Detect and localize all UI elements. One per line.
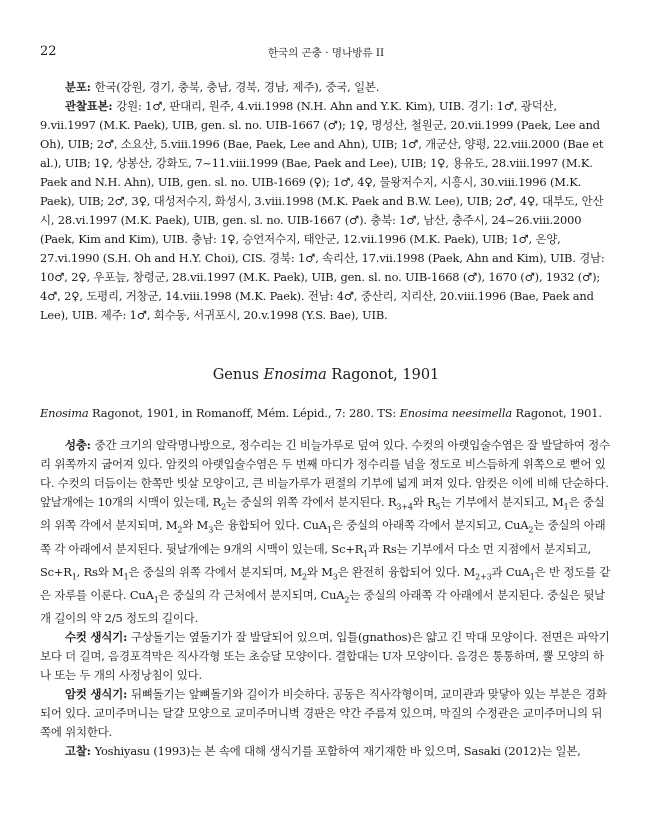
remarks-text: Yoshiyasu (1993)는 본 속에 대해 생식기를 포함하여 재기재한 바 있으며, Sasaki (2012)는 일본, [94, 744, 581, 758]
distribution-paragraph: 분포: 한국(강원, 경기, 충북, 충남, 경북, 경남, 제주), 중국, 일본. [65, 80, 380, 94]
adult-paragraph: 성충: 중간 크기의 알락명나방으로, 정수리는 긴 비늘가루로 덮여 있다. 수컷의 아랫입술수염은 잘 발달하여 정수리 위쪽까지 굽어져 있다. 암컷의 아랫입술수염은 두 번째 마디가 정수리를 넘을 정도로 비스듬하게 위쪽으로 뻗어 있다. 수컷의 더듬이는 한쪽만 빗살 모양이고, 큰 비늘가루가 편절의 기부에 넓게 퍼져 있다. 암컷은 이에 비해 단순하다. 앞날개에는 10개의 시맥이 있는데, $R_2$는 중실의 위쪽 각에서 분지된다. $R_{3+4}$와 $R_5$는 기부에서 분지되고, $M_1$은 중실의 위쪽 각에서 분지되며, $M_2$와 $M_3$은 융합되어 있다. CuA$_1$은 중실의 아래쪽 각에서 분지되고, CuA$_2$는 중실의 아래쪽 각 아래에서 분지된다. 뒷날개에는 9개의 시맥이 있는데, $Sc+R_1$과 Rs는 기부에서 다소 먼 지점에서 분지되고, $Sc+R_1$, Rs와 $M_1$은 중실의 위쪽 각에서 분지되며, $M_2$와 $M_3$은 완전히 융합되어 있다. $M_{2+3}$과 CuA$_1$은 반 정도를 같은 자루를 이룬다. CuA$_1$은 중실의 각 근처에서 분지되며, CuA$_2$는 중실의 아래쪽 각 아래에서 분지된다. 중실은 뒷날개 길이의 약 2/5 정도의 길이다. [40, 438, 611, 626]
genus-name: Enosima [263, 367, 327, 383]
female-genitalia-text: 뒤뼈돌기는 앞뼈돌기와 길이가 비슷하다. 공동은 직사각형이며, 교미관과 맞닿아 있는 부분은 경화되어 있다. 교미주머니는 달걀 모양으로 교미주머니벽 경판은 약간 주름져 있으며, 막질의 수정관은 교미주머니의 뒤쪽에 위치한다. [40, 687, 607, 740]
material-label: 관찰표본 [65, 99, 109, 113]
distribution-label: 분포 [65, 80, 87, 94]
male-genitalia-label: 수컷 생식기 [65, 630, 124, 645]
distribution-text: 한국(강원, 경기, 충북, 충남, 경북, 경남, 제주), 중국, 일본. [94, 80, 380, 94]
page-number: 22 [40, 44, 57, 59]
genus-author: Ragonot, 1901 [326, 367, 440, 383]
male-genitalia-paragraph: 수컷 생식기: 구상돌기는 옆돌기가 잘 발달되어 있으며, 입틀(gnathos)은 얇고 긴 막대 모양이다. 전면은 파악기보다 더 길며, 음경포격막은 직사각형 또는 초승달 모양이다. 결합대는 U자 모양이다. 음경은 통통하며, 뿔 모양의 하나 또는 두 개의 사정낭침이 있다. [40, 630, 610, 683]
type-species-author: Ragonot, 1901. [512, 406, 602, 420]
synonymy-line [40, 404, 612, 422]
description-section [40, 436, 612, 742]
type-species-name: Enosima neesimella [399, 406, 513, 420]
running-title: 한국의 곤충 · 명나방류 II [267, 47, 385, 59]
male-genitalia-text: 구상돌기는 옆돌기가 잘 발달되어 있으며, 입틀(gnathos)은 얇고 긴 막대 모양이다. 전면은 파악기보다 더 길며, 음경포격막은 직사각형 또는 초승달 모양이다. 결합대는 U자 모양이다. 음경은 통통하며, 뿔 모양의 하나 또는 두 개의 사정낭침이 있다. [40, 630, 610, 683]
synonymy-name: Enosima [40, 406, 89, 420]
remarks-label: 고찰 [65, 744, 87, 758]
remarks-paragraph: 고찰: Yoshiyasu (1993)는 본 속에 대해 생식기를 포함하여 재기재한 바 있으며, Sasaki (2012)는 일본, [65, 744, 581, 758]
genus-heading [40, 366, 612, 384]
genus-prefix: Genus [212, 367, 264, 383]
adult-label: 성충 [65, 438, 87, 452]
synonymy-reference: Ragonot, 1901, in Romanoff, Mém. Lépid., 7: 280. TS: [88, 406, 400, 420]
female-genitalia-paragraph: 암컷 생식기: 뒤뼈돌기는 앞뼈돌기와 길이가 비슷하다. 공동은 직사각형이며, 교미관과 맞닿아 있는 부분은 경화되어 있다. 교미주머니는 달걀 모양으로 교미주머니벽 경판은 약간 주름져 있으며, 막질의 수정관은 교미주머니의 뒤쪽에 위치한다. [40, 687, 607, 740]
material-paragraph: 관찰표본: 강원: 1♂, 판대리, 원주, 4.vii.1998 (N.H. Ahn and Y.K. Kim), UIB. 경기: 1♂, 광덕산, 9.vii.1997 (M.K. Paek), UIB, gen. sl. no. UIB-1667 (♂); 1♀, 명성산, 철원군, 20.vii.1999 (Paek, Lee and Oh), UIB; 2♂, 소요산, 5.viii.1996 (Bae, Paek, Lee and Ahn), UIB; 1♂, 개군산, 양평, 22.viii.2000 (Bae et al.), UIB; 1♀, 상봉산, 강화도, 7~11.viii.1999 (Bae, Paek and Lee), UIB; 1♀, 용유도, 28.viii.1997 (M.K. Paek and N.H. Ahn), UIB, gen. sl. no. UIB-1669 (♀); 1♂, 4♀, 물왕저수지, 시흥시, 30.viii.1996 (M.K. Paek), UIB; 2♂, 3♀, 대성저수지, 화성시, 3.viii.1998 (M.K. Paek and B.W. Lee), UIB; 2♂, 4♀, 대부도, 안산시, 28.vi.1997 (M.K. Paek), UIB, gen. sl. no. UIB-1667 (♂). 충북: 1♂, 남산, 충주시, 24~26.viii.2000 (Paek, Kim and Kim), UIB. 충남: 1♀, 승언저수지, 태안군, 12.vii.1996 (M.K. Paek), UIB; 1♂, 온양, 27.vi.1990 (S.H. Oh and H.Y. Choi), CIS. 경북: 1♂, 속리산, 17.vii.1998 (Paek, Ahn and Kim), UIB. 경남: 10♂, 2♀, 우포늪, 창령군, 28.vii.1997 (M.K. Paek), UIB, gen. sl. no. UIB-1668 (♂), 1670 (♂), 1932 (♂); 4♂, 2♀, 도평리, 거창군, 14.viii.1998 (M.K. Paek). 전남: 4♂, 중산리, 지리산, 20.viii.1996 (Bae, Paek and Lee), UIB. 제주: 1♂, 회수동, 서귀포시, 20.v.1998 (Y.S. Bae), UIB. [40, 99, 605, 322]
female-genitalia-label: 암컷 생식기 [65, 687, 124, 702]
page-header [40, 44, 612, 60]
material-text: 강원: 1♂, 판대리, 원주, 4.vii.1998 (N.H. Ahn and Y.K. Kim), UIB. 경기: 1♂, 광덕산, 9.vii.1997 (M.K. Paek), UIB, gen. sl. no. UIB-1667 (♂); 1♀, 명성산, 철원군, 20.vii.1999 (Paek, Lee and Oh), UIB; 2♂, 소요산, 5.viii.1996 (Bae, Paek, Lee and Ahn), UIB; 1♂, 개군산, 양평, 22.viii.2000 (Bae et al.), UIB; 1♀, 상봉산, 강화도, 7~11.viii.1999 (Bae, Paek and Lee), UIB; 1♀, 용유도, 28.viii.1997 (M.K. Paek and N.H. Ahn), UIB, gen. sl. no. UIB-1669 (♀); 1♂, 4♀, 물왕저수지, 시흥시, 30.viii.1996 (M.K. Paek), UIB; 2♂, 3♀, 대성저수지, 화성시, 3.viii.1998 (M.K. Paek and B.W. Lee), UIB; 2♂, 4♀, 대부도, 안산시, 28.vi.1997 (M.K. Paek), UIB, gen. sl. no. UIB-1667 (♂). 충북: 1♂, 남산, 충주시, 24~26.viii.2000 (Paek, Kim and Kim), UIB. 충남: 1♀, 승언저수지, 태안군, 12.vii.1996 (M.K. Paek), UIB; 1♂, 온양, 27.vi.1990 (S.H. Oh and H.Y. Choi), CIS. 경북: 1♂, 속리산, 17.vii.1998 (Paek, Ahn and Kim), UIB. 경남: 10♂, 2♀, 우포늪, 창령군, 28.vii.1997 (M.K. Paek), UIB, gen. sl. no. UIB-1668 (♂), 1670 (♂), 1932 (♂); 4♂, 2♀, 도평리, 거창군, 14.viii.1998 (M.K. Paek). 전남: 4♂, 중산리, 지리산, 20.viii.1996 (Bae, Paek and Lee), UIB. 제주: 1♂, 회수동, 서귀포시, 20.v.1998 (Y.S. Bae), UIB. [40, 99, 605, 322]
